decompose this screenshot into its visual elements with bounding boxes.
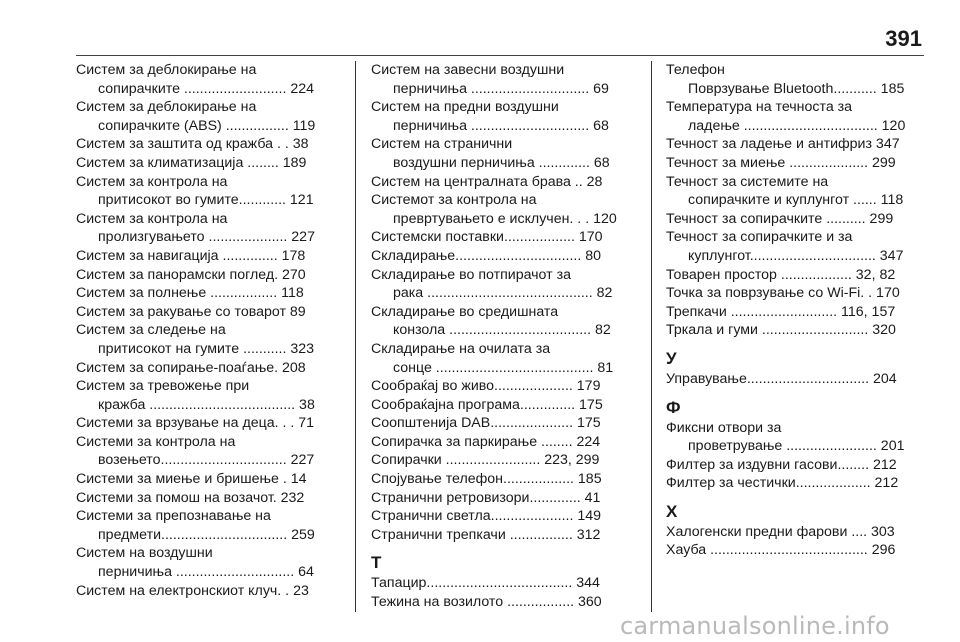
index-entry-text: Системи за миење и бришење . 14 xyxy=(76,471,307,488)
section-letter: Ф xyxy=(666,397,681,417)
index-entry-text: Системот за контрола на xyxy=(371,192,537,209)
index-entry xyxy=(371,173,623,192)
index-entry xyxy=(371,340,623,377)
index-entry xyxy=(666,523,918,542)
index-entry xyxy=(371,266,623,303)
index-entry xyxy=(371,396,623,415)
index-entry-text: Систем за сопирање-поаѓање. 208 xyxy=(76,359,306,376)
index-entry xyxy=(666,321,918,340)
index-entry xyxy=(76,582,328,601)
index-entry-continuation: возењето................................ 227 xyxy=(98,452,315,469)
index-entry-text: Сопирачка за паркирање ........ 224 xyxy=(371,433,601,450)
index-entry-text: Систем за контрола на xyxy=(76,210,228,227)
index-entry-text: Сообраќај во живо.................... 179 xyxy=(371,378,601,395)
index-entry-text: Соопштенија DAB..................... 175 xyxy=(371,415,601,432)
index-entry-text: Течност за сопирачките .......... 299 xyxy=(666,210,894,227)
index-entry xyxy=(371,247,623,266)
index-entry-text: Складирање во средишната xyxy=(371,303,559,320)
index-entry-continuation: сопирачките и куплунгот ...... 118 xyxy=(688,192,904,209)
index-entry xyxy=(371,433,623,452)
index-entry-text: Управување............................... 204 xyxy=(666,370,897,387)
index-entry xyxy=(76,359,328,378)
index-entry xyxy=(666,284,918,303)
index-entry xyxy=(371,377,623,396)
index-entry xyxy=(371,61,623,98)
index-entry xyxy=(371,526,623,545)
index-entry-text: Товарен простор .................. 32, 82 xyxy=(666,266,896,283)
index-entry-text: Странични светла..................... 149 xyxy=(371,508,602,525)
index-entry xyxy=(371,451,623,470)
index-entry-text: Течност за миење .................... 299 xyxy=(666,154,896,171)
index-entry xyxy=(76,98,328,135)
index-entry-continuation: конзола .................................... 82 xyxy=(393,322,611,339)
index-column-1 xyxy=(76,61,328,600)
index-entry-text: Странични ретровизори............. 41 xyxy=(371,489,601,506)
index-entry xyxy=(666,474,918,493)
index-entry-text: Систем на воздушни xyxy=(76,545,213,562)
index-entry-continuation: воздушни перничиња ............. 68 xyxy=(393,154,610,171)
index-entry xyxy=(76,433,328,470)
index-entry-text: Халогенски предни фарови .... 303 xyxy=(666,523,895,540)
index-entry-text: Систем за тревожење при xyxy=(76,378,250,395)
index-entry-text: Течност за системите на xyxy=(666,173,829,190)
index-entry-continuation: рака .......................................... 82 xyxy=(393,285,613,302)
index-entry xyxy=(666,266,918,285)
index-entry-text: Систем за навигација .............. 178 xyxy=(76,247,306,264)
index-entry-text: Точка за поврзување со Wi-Fi. . 170 xyxy=(666,285,900,302)
index-entry xyxy=(76,321,328,358)
index-entry xyxy=(666,456,918,475)
index-entry-continuation: притисокот на гумите ........... 323 xyxy=(98,340,315,357)
column-divider xyxy=(355,61,356,612)
index-entry-continuation: превртувањето е исклучен. . . 120 xyxy=(393,210,617,227)
index-entry xyxy=(371,574,623,593)
index-entry-text: Складирање на очилата за xyxy=(371,340,551,357)
index-entry xyxy=(666,303,918,322)
index-entry xyxy=(76,470,328,489)
index-entry-text: Систем за ракување со товарот 89 xyxy=(76,303,306,320)
index-entry-text: Системи за препознавање на xyxy=(76,508,271,525)
index-entry xyxy=(371,414,623,433)
index-entry-text: Систем за следење на xyxy=(76,322,226,339)
index-entry-text: Системи за помош на возачот. 232 xyxy=(76,489,305,506)
index-entry xyxy=(76,173,328,210)
index-entry-continuation: куплунгот................................ 347 xyxy=(688,247,904,264)
section-letter: У xyxy=(666,348,677,368)
index-entry xyxy=(76,489,328,508)
index-entry-continuation: перничиња .............................. 68 xyxy=(393,117,609,134)
index-entry-text: Системски поставки.................. 170 xyxy=(371,229,603,246)
index-entry-text: Систем на странични xyxy=(371,136,513,153)
column-divider xyxy=(651,61,652,612)
index-entry-text: Систем на централната брава .. 28 xyxy=(371,173,603,190)
index-entry-text: Фиксни отвори за xyxy=(666,419,782,436)
index-entry-text: Систем на завесни воздушни xyxy=(371,62,565,78)
section-letter: Т xyxy=(371,553,382,573)
index-entry-continuation: ладење .................................. 120 xyxy=(688,117,906,134)
index-entry xyxy=(666,61,918,98)
index-entry xyxy=(76,544,328,581)
index-entry xyxy=(371,135,623,172)
index-entry-continuation: сонце ........................................ 81 xyxy=(393,359,614,376)
index-entry-text: Филтер за издувни гасови........ 212 xyxy=(666,456,897,473)
index-entry-text: Тапацир..................................... 344 xyxy=(371,575,600,592)
index-entry-text: Систем за полнење ................. 118 xyxy=(76,285,304,302)
index-entry-text: Тркала и гуми ........................... 320 xyxy=(666,322,896,339)
index-column-3 xyxy=(666,61,918,560)
index-entry xyxy=(371,228,623,247)
index-entry xyxy=(76,154,328,173)
index-entry xyxy=(666,98,918,135)
index-entry-text: Тежина на возилото ................. 360 xyxy=(371,594,602,611)
index-entry-continuation: Поврзување Bluetooth........... 185 xyxy=(688,80,905,97)
index-entry xyxy=(666,419,918,456)
index-entry-text: Течност за сопирачките и за xyxy=(666,229,853,246)
index-entry-text: Складирање................................ 80 xyxy=(371,247,602,264)
index-entry xyxy=(666,154,918,173)
index-entry-continuation: сопирачките .......................... 224 xyxy=(98,80,315,97)
index-entry-text: Систем за заштита од кражба . . 38 xyxy=(76,136,309,153)
index-entry-text: Филтер за честички................... 212 xyxy=(666,475,899,492)
index-entry xyxy=(76,247,328,266)
index-entry-text: Температура на течноста за xyxy=(666,99,853,116)
index-entry xyxy=(76,284,328,303)
index-entry-text: Хауба ........................................ 296 xyxy=(666,542,896,559)
index-entry xyxy=(666,541,918,560)
index-entry-text: Складирање во потпирачот за xyxy=(371,266,571,283)
index-entry-continuation: кражба ..................................... 38 xyxy=(98,396,315,413)
index-entry-continuation: пролизгувањето .................... 227 xyxy=(98,229,315,246)
index-entry-text: Систем за деблокирање на xyxy=(76,99,257,116)
index-entry-text: Течност за ладење и антифриз 347 xyxy=(666,136,900,153)
index-entry xyxy=(666,210,918,229)
section-letter: Х xyxy=(666,501,678,521)
index-entry-text: Систем за контрола на xyxy=(76,173,228,190)
index-entry xyxy=(76,414,328,433)
index-entry-text: Спојување телефон.................. 185 xyxy=(371,471,602,488)
index-entry-continuation: проветрување ....................... 201 xyxy=(688,438,905,455)
index-entry xyxy=(76,61,328,98)
header-rule xyxy=(76,55,924,56)
index-entry xyxy=(76,507,328,544)
index-column-2 xyxy=(371,61,623,612)
watermark: carmanualsonline.info xyxy=(620,612,890,640)
index-entry-text: Системи за контрола на xyxy=(76,433,236,450)
index-entry-text: Систем за панорамски поглед. 270 xyxy=(76,266,306,283)
index-entry xyxy=(76,303,328,322)
index-entry-text: Системи за врзување на деца. . . 71 xyxy=(76,415,315,432)
index-entry xyxy=(371,98,623,135)
index-entry xyxy=(666,370,918,389)
index-entry xyxy=(371,507,623,526)
index-entry xyxy=(76,266,328,285)
index-entry-continuation: перничиња .............................. 64 xyxy=(98,564,314,581)
index-entry xyxy=(371,303,623,340)
page-number: 391 xyxy=(885,26,922,51)
index-entry-text: Систем на електронскиот клуч. . 23 xyxy=(76,582,309,599)
index-entry-continuation: притисокот во гумите............ 121 xyxy=(98,192,314,209)
index-entry-text: Телефон xyxy=(666,62,725,78)
index-entry-text: Странични трепкачи ................ 312 xyxy=(371,526,601,543)
index-entry xyxy=(666,228,918,265)
index-entry-text: Сообраќајна програма.............. 175 xyxy=(371,396,603,413)
index-entry-continuation: предмети................................ 259 xyxy=(98,526,315,543)
index-entry-continuation: сопирачките (ABS) ................ 119 xyxy=(98,117,316,134)
index-entry xyxy=(76,210,328,247)
index-entry-text: Сопирачки ........................ 223, 299 xyxy=(371,452,600,469)
index-entry-text: Трепкачи ........................... 116, 157 xyxy=(666,303,896,320)
index-entry xyxy=(666,173,918,210)
index-entry xyxy=(76,135,328,154)
index-entry-text: Систем за деблокирање на xyxy=(76,62,257,78)
index-entry-continuation: перничиња .............................. 69 xyxy=(393,80,609,97)
index-entry xyxy=(371,489,623,508)
index-entry xyxy=(76,377,328,414)
index-entry xyxy=(371,191,623,228)
index-entry xyxy=(666,135,918,154)
index-entry xyxy=(371,593,623,612)
index-entry-text: Систем на предни воздушни xyxy=(371,99,559,116)
index-entry xyxy=(371,470,623,489)
index-entry-text: Систем за климатизација ........ 189 xyxy=(76,154,307,171)
